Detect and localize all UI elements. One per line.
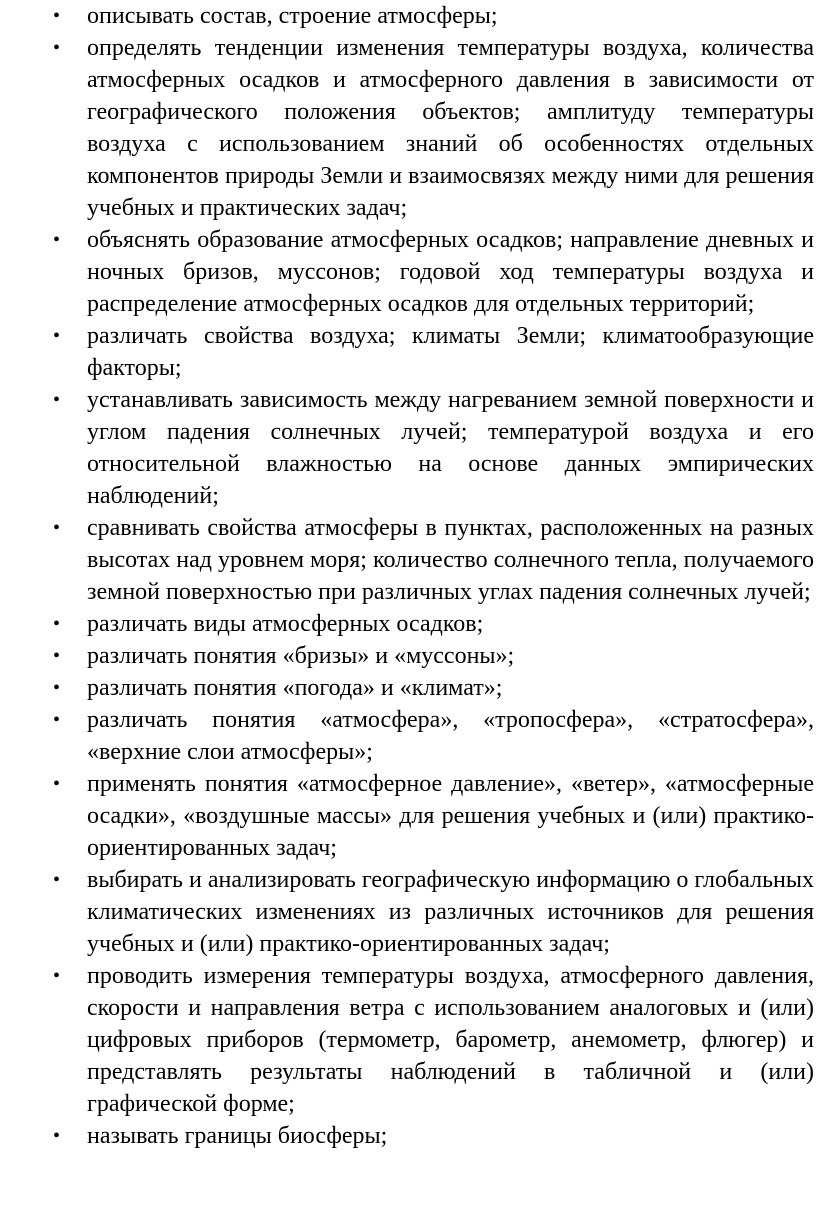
list-item (0, 640, 816, 672)
bullet-icon: • (53, 5, 61, 27)
bullet-icon: • (53, 229, 61, 251)
list-item (0, 608, 816, 640)
list-item-text: описывать состав, строение атмосферы; (87, 3, 498, 29)
list-item (0, 32, 816, 224)
list-item (0, 672, 816, 704)
list-item (0, 960, 816, 1120)
bullet-icon: • (53, 325, 61, 347)
list-item-text: различать понятия «бризы» и «муссоны»; (87, 643, 515, 669)
list-item (0, 512, 816, 608)
list-item-text: определять тенденции изменения температуры воздуха, количества атмосферных осадков и атмосферного давления в зависимости от географического положения объектов; амплитуду температуры воздуха с использованием знаний об особенностях отдельных компонентов природы Земли и взаимосвязях между ними для решения учебных и практических задач; (87, 35, 814, 221)
list-item (0, 768, 816, 864)
list-item-text: различать понятия «атмосфера», «тропосфера», «стратосфера», «верхние слои атмосферы»; (87, 707, 814, 765)
bullet-icon: • (53, 517, 61, 539)
list-item (0, 384, 816, 512)
list-item (0, 704, 816, 768)
list-item-text: проводить измерения температуры воздуха, атмосферного давления, скорости и направления ветра с использованием аналоговых и (или) цифровых приборов (термометр, барометр, анемометр, флюгер) и представлять результаты наблюдений в табличной и (или) графической форме; (87, 963, 814, 1117)
list-item (0, 224, 816, 320)
bullet-icon: • (53, 869, 61, 891)
list-item-text: выбирать и анализировать географическую информацию о глобальных климатических изменениях из различных источников для решения учебных и (или) практико-ориентированных задач; (87, 867, 814, 957)
list-item (0, 320, 816, 384)
list-item-text: применять понятия «атмосферное давление», «ветер», «атмосферные осадки», «воздушные массы» для решения учебных и (или) практико-ориентированных задач; (87, 771, 814, 861)
list-item (0, 864, 816, 960)
list-item (0, 1120, 816, 1152)
bullet-icon: • (53, 677, 61, 699)
bullet-icon: • (53, 613, 61, 635)
list-item-text: различать виды атмосферных осадков; (87, 611, 484, 637)
bullet-icon: • (53, 389, 61, 411)
list-item-text: устанавливать зависимость между нагреванием земной поверхности и углом падения солнечных лучей; температурой воздуха и его относительной влажностью на основе данных эмпирических наблюдений; (87, 387, 814, 509)
bullet-icon: • (53, 645, 61, 667)
bullet-icon: • (53, 965, 61, 987)
list-item-text: сравнивать свойства атмосферы в пунктах, расположенных на разных высотах над уровнем моря; количество солнечного тепла, получаемого земной поверхностью при различных углах падения солнечных лучей; (87, 515, 814, 605)
bullet-icon: • (53, 773, 61, 795)
list-item (0, 0, 816, 32)
list-item-text: различать свойства воздуха; климаты Земли; климатообразующие факторы; (87, 323, 814, 381)
bullet-icon: • (53, 709, 61, 731)
bullet-icon: • (53, 37, 61, 59)
list-item-text: называть границы биосферы; (87, 1123, 388, 1149)
list-item-text: объяснять образование атмосферных осадков; направление дневных и ночных бризов, муссонов; годовой ход температуры воздуха и распределение атмосферных осадков для отдельных территорий; (87, 227, 814, 317)
list-item-text: различать понятия «погода» и «климат»; (87, 675, 503, 701)
bullet-icon: • (53, 1125, 61, 1147)
